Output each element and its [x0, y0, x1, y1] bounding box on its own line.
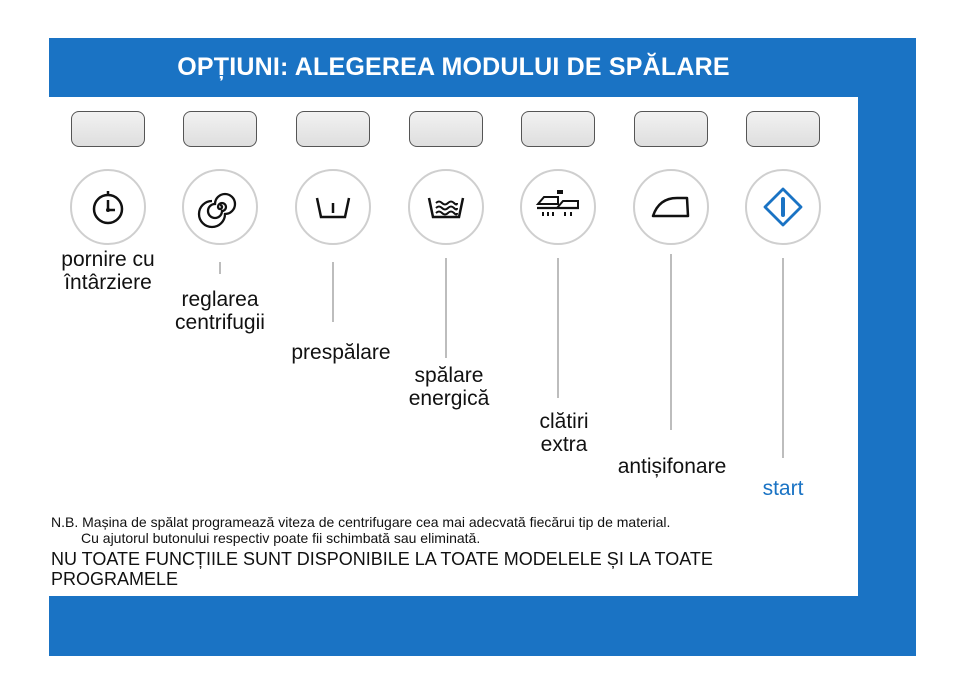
anti-crease-button[interactable] [633, 169, 709, 245]
label-start [737, 477, 829, 500]
display-window-delay [71, 111, 145, 147]
label-intensive-wash [390, 364, 508, 410]
display-window-rinse [521, 111, 595, 147]
label-line: energică [408, 387, 490, 410]
label-prewash [276, 341, 406, 364]
frame-bottom-bar [49, 596, 916, 656]
label-line: antișifonare [617, 455, 727, 478]
extra-rinse-button[interactable] [520, 169, 596, 245]
intensive-wash-button[interactable] [408, 169, 484, 245]
leader-line-intensive [445, 258, 447, 358]
label-line: clătiri [539, 410, 589, 433]
label-spin-adjust [161, 288, 279, 334]
iron-icon [648, 184, 694, 230]
leader-line-crease [670, 254, 672, 430]
label-extra-rinse [505, 410, 623, 456]
display-window-crease [634, 111, 708, 147]
display-window-intensive [409, 111, 483, 147]
note-line-1: N.B. Mașina de spălat programează viteza de centrifugare cea mai adecvată fiecărui tip de material. [51, 514, 671, 530]
extra-rinse-icon [535, 184, 581, 230]
start-button[interactable] [745, 169, 821, 245]
label-anti-crease [605, 455, 739, 478]
label-delay-start [49, 248, 167, 294]
label-line: prespălare [291, 341, 391, 364]
timer-icon [85, 184, 131, 230]
display-window-prewash [296, 111, 370, 147]
prewash-tub-icon [310, 184, 356, 230]
spin-spiral-icon [197, 184, 243, 230]
leader-line-prewash [332, 262, 334, 322]
availability-warning-continued: PROGRAMELE [51, 569, 179, 589]
display-window-spin [183, 111, 257, 147]
prewash-button[interactable] [295, 169, 371, 245]
availability-warning: NU TOATE FUNCȚIILE SUNT DISPONIBILE LA TOATE MODELELE ȘI LA TOATE [51, 549, 713, 569]
delay-start-button[interactable] [70, 169, 146, 245]
leader-line-rinse [557, 258, 559, 398]
spin-adjust-button[interactable] [182, 169, 258, 245]
page-title: OPȚIUNI: ALEGEREA MODULUI DE SPĂLARE [177, 53, 730, 81]
label-line: extra [540, 433, 588, 456]
label-line: reglarea [181, 288, 259, 311]
start-power-icon [760, 184, 806, 230]
intensive-wash-icon [423, 184, 469, 230]
label-line: centrifugii [175, 311, 265, 334]
display-window-start [746, 111, 820, 147]
label-line: pornire cu [61, 248, 155, 271]
note-line-2: Cu ajutorul butonului respectiv poate fii schimbată sau eliminată. [81, 530, 481, 546]
leader-line-start [782, 258, 784, 458]
label-line: start [762, 477, 804, 500]
label-line: spălare [414, 364, 484, 387]
frame-right-border [858, 38, 916, 656]
leader-line-spin [219, 262, 221, 274]
label-line: întârziere [64, 271, 152, 294]
